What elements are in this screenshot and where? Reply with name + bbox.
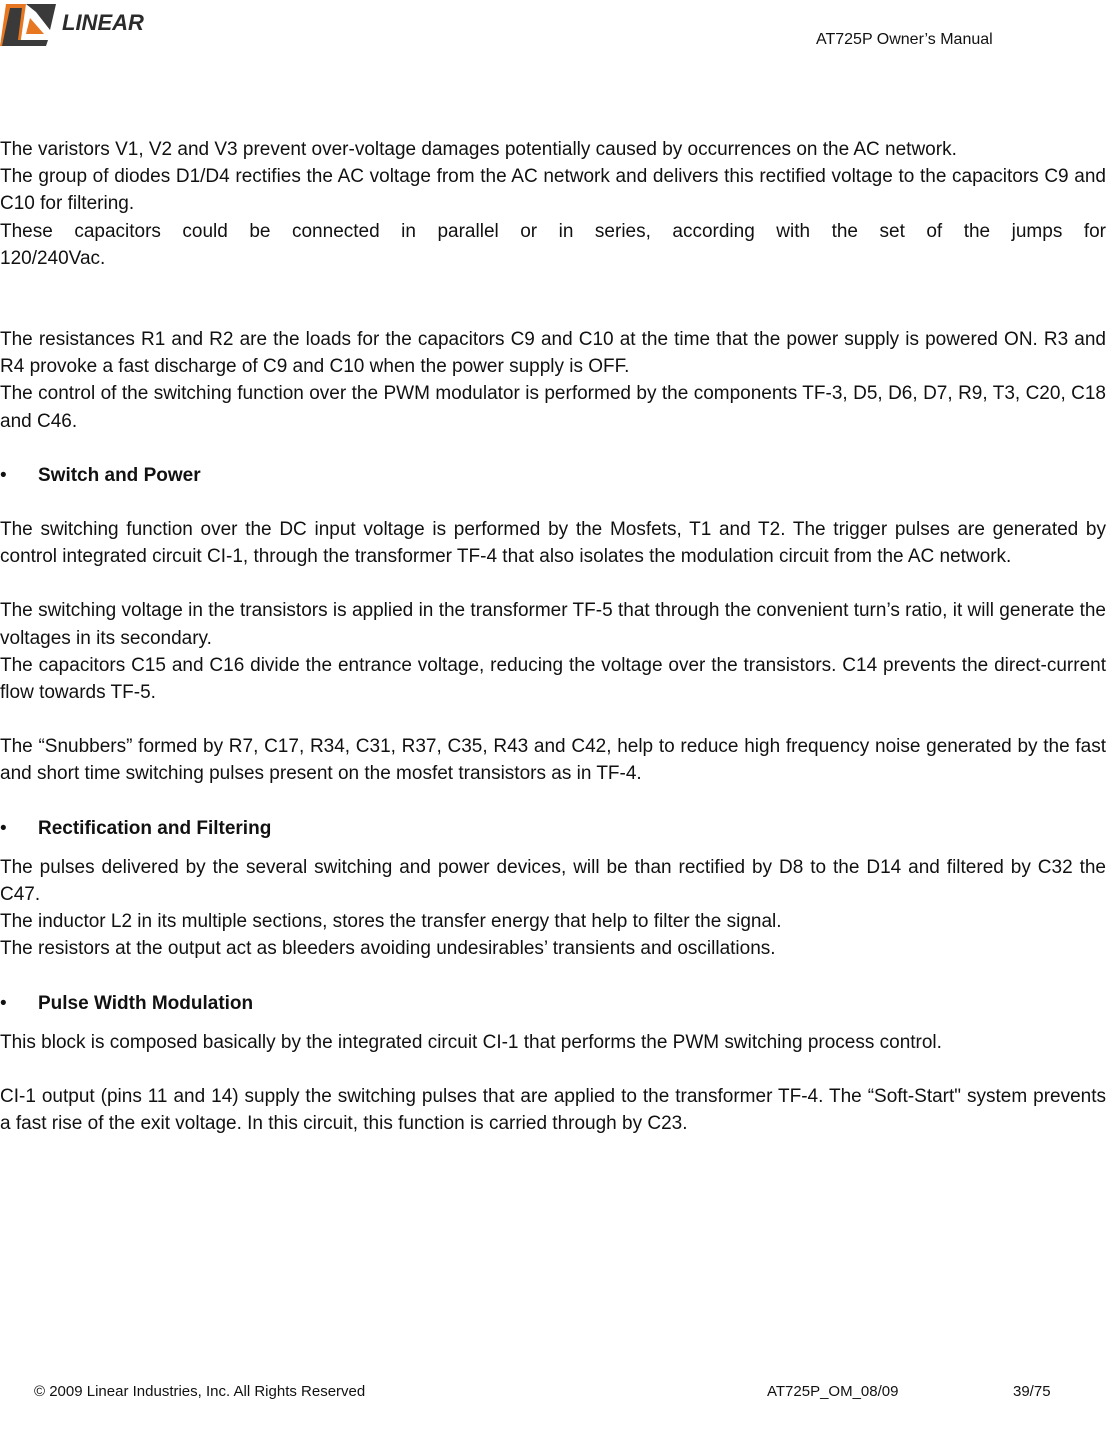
logo-wordmark: LINEAR	[62, 10, 144, 35]
section-heading-label: Switch and Power	[38, 464, 201, 486]
page-number: 39/75	[1013, 1383, 1051, 1400]
paragraph: The resistors at the output act as bleeders avoiding undesirables’ transients and oscillations.	[0, 938, 776, 960]
document-code: AT725P_OM_08/09	[767, 1383, 899, 1400]
paragraph: CI-1 output (pins 11 and 14) supply the switching pulses that are applied to the transformer TF-4. The “Soft-Start" system prevents a fast rise of the exit voltage. In this circuit, this function is carried through by C23.	[0, 1086, 1106, 1135]
paragraph: This block is composed basically by the integrated circuit CI-1 that performs the PWM switching process control.	[0, 1031, 942, 1053]
bullet-icon: •	[0, 817, 7, 839]
paragraph: The resistances R1 and R2 are the loads for the capacitors C9 and C10 at the time that the power supply is powered ON. R3 and R4 provoke a fast discharge of C9 and C10 when the power supply is OFF.	[0, 329, 1106, 378]
paragraph: The switching function over the DC input voltage is performed by the Mosfets, T1 and T2. The trigger pulses are generated by control integrated circuit CI-1, through the transformer TF-4 that also isolates the modulation circuit from the AC network.	[0, 519, 1106, 568]
paragraph: The group of diodes D1/D4 rectifies the AC voltage from the AC network and delivers this rectified voltage to the capacitors C9 and C10 for filtering.	[0, 166, 1106, 215]
paragraph: The pulses delivered by the several switching and power devices, will be than rectified by D8 to the D14 and filtered by C32 the C47.	[0, 856, 1106, 906]
section-heading-label: Pulse Width Modulation	[38, 992, 254, 1014]
document-title: AT725P Owner’s Manual	[816, 31, 993, 48]
paragraph: The “Snubbers” formed by R7, C17, R34, C31, R37, C35, R43 and C42, help to reduce high frequency noise generated by the fast and short time switching pulses present on the mosfet transistors as in TF-4.	[0, 736, 1106, 785]
paragraph: The control of the switching function over the PWM modulator is performed by the components TF-3, D5, D6, D7, R9, T3, C20, C18 and C46.	[0, 383, 1106, 432]
paragraph: The inductor L2 in its multiple sections, stores the transfer energy that help to filter the signal.	[0, 911, 782, 933]
paragraph: The varistors V1, V2 and V3 prevent over-voltage damages potentially caused by occurrences on the AC network.	[0, 139, 957, 160]
section-heading-switch-and-power	[0, 462, 1106, 489]
copyright-text: © 2009 Linear Industries, Inc. All Rights Reserved	[34, 1383, 366, 1400]
paragraph: The switching voltage in the transistors is applied in the transformer TF-5 that through the convenient turn’s ratio, it will generate the voltages in its secondary.	[0, 600, 1106, 649]
bullet-icon: •	[0, 464, 7, 486]
section-heading-pulse-width-modulation	[0, 990, 1106, 1017]
section-heading-label: Rectification and Filtering	[38, 817, 272, 839]
bullet-icon: •	[0, 992, 7, 1014]
paragraph: The capacitors C15 and C16 divide the entrance voltage, reducing the voltage over the transistors. C14 prevents the direct-current flow towards TF-5.	[0, 654, 1106, 704]
linear-logo	[0, 0, 144, 52]
page-body	[0, 136, 1106, 1137]
linear-logo-mark-icon	[0, 0, 62, 50]
section-heading-rectification-and-filtering	[0, 815, 1106, 842]
paragraph: These capacitors could be connected in parallel or in series, according with the set of the jumps for 120/240Vac.	[0, 220, 1106, 269]
